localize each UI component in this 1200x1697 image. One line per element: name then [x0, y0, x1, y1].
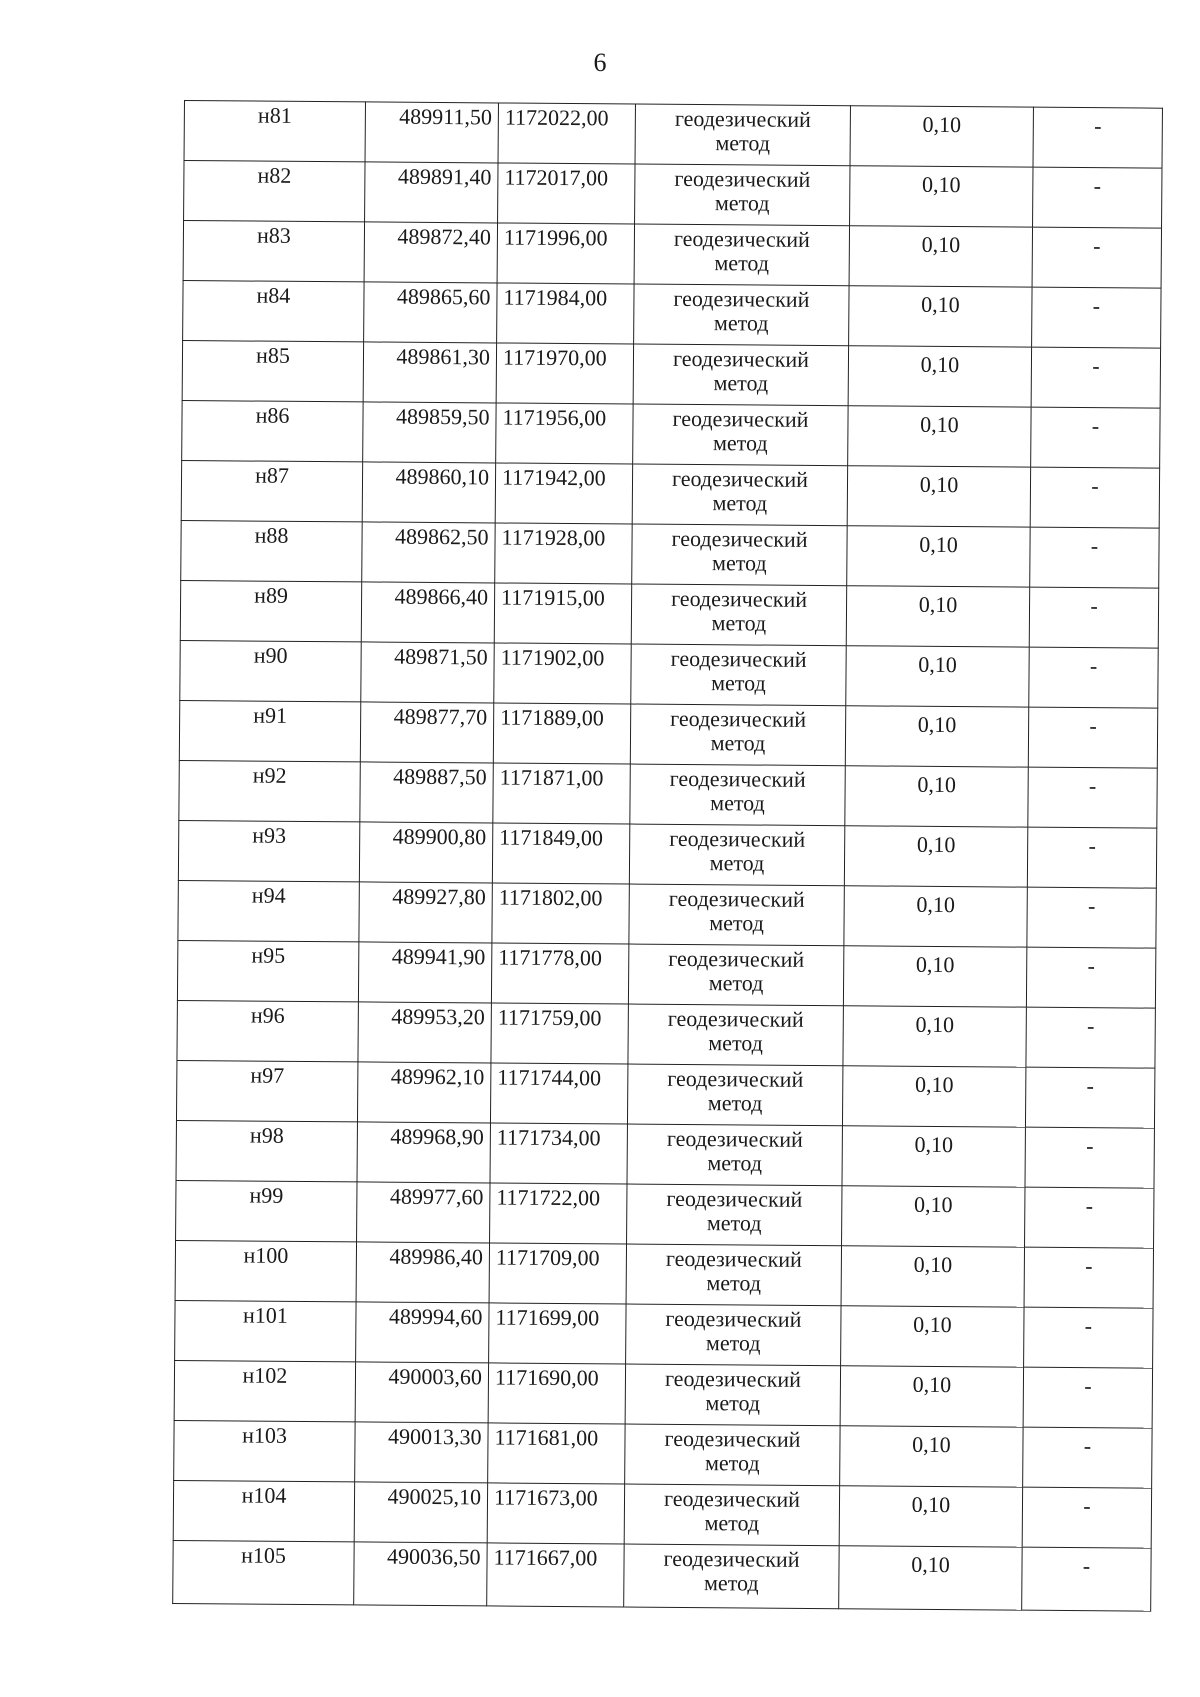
- point-number-cell: н88: [181, 520, 362, 581]
- accuracy-cell: 0,10: [842, 1126, 1025, 1187]
- note-cell: -: [1026, 947, 1155, 1008]
- method-line-2: метод: [708, 970, 764, 996]
- y-coordinate-cell: 1171956,00: [496, 403, 633, 464]
- note-cell: -: [1026, 1007, 1155, 1068]
- y-coordinate-cell: 1171871,00: [493, 763, 630, 824]
- method-cell: [635, 164, 850, 226]
- method-cell: [631, 584, 846, 646]
- page-number: 6: [593, 48, 607, 77]
- method-cell: [629, 884, 844, 946]
- accuracy-cell: 0,10: [842, 1186, 1025, 1247]
- method-line-1: геодезический: [673, 285, 810, 312]
- y-coordinate-cell: 1171849,00: [492, 823, 629, 884]
- accuracy-cell: 0,10: [850, 166, 1033, 227]
- point-number-cell: н93: [178, 820, 359, 881]
- table-row: [183, 221, 1161, 289]
- point-number-cell: н84: [183, 280, 364, 341]
- method-line-1: геодезический: [665, 1245, 802, 1272]
- y-coordinate-cell: 1171690,00: [488, 1363, 625, 1424]
- point-number-cell: н85: [182, 340, 363, 401]
- accuracy-cell: 0,10: [845, 706, 1028, 767]
- accuracy-cell: 0,10: [847, 526, 1030, 587]
- method-line-1: геодезический: [670, 645, 807, 672]
- point-number-cell: н94: [178, 880, 359, 941]
- method-cell: [627, 1124, 842, 1186]
- accuracy-cell: 0,10: [842, 1066, 1025, 1127]
- x-coordinate-cell: 489861,30: [363, 342, 496, 403]
- method-cell: [624, 1484, 839, 1546]
- x-coordinate-cell: 490013,30: [355, 1422, 488, 1483]
- table-row: [184, 101, 1162, 169]
- method-line-2: метод: [712, 490, 768, 516]
- table-row: [179, 760, 1157, 828]
- accuracy-cell: 0,10: [839, 1486, 1022, 1547]
- method-cell: [632, 464, 847, 526]
- method-line-1: геодезический: [669, 825, 806, 852]
- x-coordinate-cell: 489887,50: [360, 762, 493, 823]
- y-coordinate-cell: 1171902,00: [494, 643, 631, 704]
- method-line-1: геодезический: [672, 405, 809, 432]
- note-cell: -: [1028, 707, 1157, 768]
- method-line-1: геодезический: [664, 1425, 801, 1452]
- accuracy-cell: 0,10: [840, 1366, 1023, 1427]
- point-number-cell: н82: [184, 161, 365, 222]
- method-line-2: метод: [712, 430, 768, 456]
- table-row: [181, 460, 1159, 528]
- method-cell: [634, 224, 849, 286]
- point-number-cell: н99: [176, 1180, 357, 1241]
- method-line-2: метод: [714, 190, 770, 216]
- point-number-cell: н97: [176, 1060, 357, 1121]
- point-number-cell: н91: [179, 700, 360, 761]
- method-line-2: метод: [710, 730, 766, 756]
- y-coordinate-cell: 1171722,00: [490, 1183, 627, 1244]
- point-number-cell: н89: [180, 580, 361, 641]
- y-coordinate-cell: 1172017,00: [498, 163, 635, 224]
- method-cell: [632, 524, 847, 586]
- method-line-2: метод: [704, 1510, 760, 1536]
- table-row: [179, 700, 1157, 768]
- x-coordinate-cell: 489953,20: [358, 1002, 491, 1063]
- x-coordinate-cell: 490003,60: [355, 1362, 488, 1423]
- accuracy-cell: 0,10: [839, 1546, 1022, 1610]
- method-cell: [625, 1364, 840, 1426]
- note-cell: -: [1030, 467, 1159, 528]
- x-coordinate-cell: 489862,50: [362, 522, 495, 583]
- note-cell: -: [1027, 827, 1156, 888]
- accuracy-cell: 0,10: [847, 466, 1030, 527]
- x-coordinate-cell: 489877,70: [360, 702, 493, 763]
- y-coordinate-cell: 1171778,00: [491, 943, 628, 1004]
- method-line-1: геодезический: [672, 345, 810, 372]
- method-line-2: метод: [704, 1450, 760, 1476]
- accuracy-cell: 0,10: [849, 286, 1032, 347]
- method-line-1: геодезический: [663, 1545, 800, 1572]
- x-coordinate-cell: 489860,10: [362, 462, 495, 523]
- y-coordinate-cell: 1171681,00: [488, 1423, 625, 1484]
- x-coordinate-cell: 489986,40: [356, 1242, 489, 1303]
- x-coordinate-cell: 489872,40: [364, 222, 497, 283]
- table-row: [173, 1540, 1151, 1611]
- method-line-1: геодезический: [671, 585, 808, 612]
- method-cell: [624, 1544, 839, 1609]
- accuracy-cell: 0,10: [846, 586, 1029, 647]
- y-coordinate-cell: 1172022,00: [498, 103, 635, 164]
- method-line-1: геодезический: [669, 765, 806, 792]
- x-coordinate-cell: 489968,90: [357, 1122, 490, 1183]
- method-cell: [633, 404, 848, 466]
- note-cell: -: [1028, 767, 1157, 828]
- accuracy-cell: 0,10: [841, 1246, 1024, 1307]
- method-line-1: геодезический: [668, 885, 805, 912]
- x-coordinate-cell: 489962,10: [357, 1062, 490, 1123]
- note-cell: -: [1029, 647, 1158, 708]
- method-line-2: метод: [709, 910, 764, 936]
- note-cell: -: [1032, 227, 1161, 288]
- table-row: [181, 520, 1159, 588]
- table-row: [182, 400, 1160, 468]
- note-cell: -: [1031, 407, 1160, 468]
- table-row: [174, 1420, 1152, 1488]
- accuracy-cell: 0,10: [848, 346, 1031, 407]
- point-number-cell: н105: [173, 1540, 354, 1604]
- y-coordinate-cell: 1171759,00: [491, 1003, 628, 1064]
- method-line-1: геодезический: [663, 1485, 801, 1512]
- note-cell: -: [1027, 887, 1156, 948]
- x-coordinate-cell: 489891,40: [365, 162, 498, 223]
- method-cell: [635, 104, 850, 166]
- x-coordinate-cell: 489911,50: [365, 102, 498, 163]
- table-row: [177, 1000, 1155, 1068]
- accuracy-cell: 0,10: [841, 1306, 1024, 1367]
- table-row: [173, 1480, 1151, 1548]
- table-row: [184, 161, 1162, 229]
- note-cell: -: [1024, 1247, 1153, 1308]
- method-line-2: метод: [713, 310, 769, 336]
- method-line-2: метод: [708, 1030, 763, 1056]
- x-coordinate-cell: 489927,80: [359, 882, 492, 943]
- table-row: [175, 1240, 1153, 1308]
- method-line-2: метод: [711, 670, 766, 696]
- x-coordinate-cell: 489900,80: [359, 822, 492, 883]
- y-coordinate-cell: 1171744,00: [490, 1063, 627, 1124]
- note-cell: -: [1024, 1307, 1153, 1368]
- point-number-cell: н92: [179, 760, 360, 821]
- method-line-2: метод: [705, 1330, 761, 1356]
- table-row: [183, 280, 1161, 348]
- point-number-cell: н96: [177, 1000, 358, 1061]
- accuracy-cell: 0,10: [843, 1006, 1026, 1067]
- y-coordinate-cell: 1171970,00: [496, 343, 633, 404]
- method-cell: [630, 764, 845, 826]
- method-line-2: метод: [706, 1210, 762, 1236]
- point-number-cell: н103: [174, 1420, 355, 1481]
- x-coordinate-cell: 489977,60: [357, 1182, 490, 1243]
- note-cell: -: [1025, 1067, 1154, 1128]
- accuracy-cell: 0,10: [846, 646, 1029, 707]
- method-line-1: геодезический: [666, 1185, 803, 1212]
- method-line-1: геодезический: [673, 225, 810, 252]
- method-line-1: геодезический: [667, 1005, 804, 1032]
- note-cell: -: [1025, 1187, 1154, 1248]
- note-cell: -: [1023, 1427, 1152, 1488]
- method-line-2: метод: [709, 850, 765, 876]
- method-cell: [626, 1304, 841, 1366]
- point-number-cell: н98: [176, 1120, 357, 1181]
- note-cell: -: [1033, 167, 1162, 228]
- x-coordinate-cell: 490025,10: [354, 1482, 487, 1543]
- table-row: [180, 580, 1158, 648]
- point-number-cell: н100: [175, 1240, 356, 1301]
- note-cell: -: [1032, 287, 1161, 348]
- y-coordinate-cell: 1171984,00: [497, 283, 634, 344]
- point-number-cell: н87: [181, 460, 362, 521]
- table-row: [178, 820, 1156, 888]
- method-line-2: метод: [713, 370, 769, 396]
- table-row: [182, 340, 1160, 408]
- table-row: [180, 640, 1158, 708]
- x-coordinate-cell: 489859,50: [363, 402, 496, 463]
- x-coordinate-cell: 489866,40: [361, 582, 494, 643]
- accuracy-cell: 0,10: [849, 226, 1032, 287]
- method-line-1: геодезический: [664, 1365, 802, 1392]
- table-row: [176, 1180, 1154, 1248]
- point-number-cell: н86: [182, 400, 363, 461]
- method-line-1: геодезический: [667, 1065, 804, 1092]
- method-cell: [629, 824, 844, 886]
- x-coordinate-cell: 489871,50: [361, 642, 494, 703]
- y-coordinate-cell: 1171915,00: [494, 583, 631, 644]
- method-cell: [626, 1244, 841, 1306]
- y-coordinate-cell: 1171889,00: [493, 703, 630, 764]
- method-line-1: геодезический: [674, 165, 811, 192]
- note-cell: -: [1033, 107, 1162, 168]
- y-coordinate-cell: 1171673,00: [487, 1483, 624, 1544]
- x-coordinate-cell: 489865,60: [364, 282, 497, 343]
- y-coordinate-cell: 1171699,00: [489, 1303, 626, 1364]
- note-cell: -: [1025, 1127, 1154, 1188]
- accuracy-cell: 0,10: [844, 826, 1027, 887]
- y-coordinate-cell: 1171942,00: [495, 463, 632, 524]
- method-line-2: метод: [711, 550, 767, 576]
- table-row: [177, 940, 1155, 1008]
- point-number-cell: н81: [184, 101, 365, 162]
- y-coordinate-cell: 1171667,00: [487, 1543, 624, 1607]
- accuracy-cell: 0,10: [843, 946, 1026, 1007]
- y-coordinate-cell: 1171802,00: [492, 883, 629, 944]
- method-line-2: метод: [714, 250, 770, 276]
- method-line-1: геодезический: [670, 705, 807, 732]
- point-number-cell: н101: [175, 1300, 356, 1361]
- x-coordinate-cell: 490036,50: [354, 1542, 487, 1606]
- method-line-1: геодезический: [665, 1305, 802, 1332]
- accuracy-cell: 0,10: [840, 1426, 1023, 1487]
- note-cell: -: [1022, 1487, 1151, 1548]
- method-line-1: геодезический: [668, 945, 805, 972]
- table-row: [175, 1300, 1153, 1368]
- method-line-1: геодезический: [666, 1125, 803, 1152]
- x-coordinate-cell: 489994,60: [356, 1302, 489, 1363]
- note-cell: -: [1022, 1547, 1151, 1611]
- note-cell: -: [1030, 527, 1159, 588]
- y-coordinate-cell: 1171709,00: [489, 1243, 626, 1304]
- point-number-cell: н95: [177, 940, 358, 1001]
- table-body: [173, 101, 1163, 1612]
- method-line-2: метод: [707, 1150, 763, 1176]
- y-coordinate-cell: 1171928,00: [495, 523, 632, 584]
- coordinates-table: [172, 100, 1163, 1612]
- table-row: [176, 1060, 1154, 1128]
- method-cell: [625, 1424, 840, 1486]
- method-line-2: метод: [706, 1270, 762, 1296]
- method-cell: [633, 344, 848, 406]
- method-line-1: геодезический: [671, 525, 808, 552]
- point-number-cell: н90: [180, 640, 361, 701]
- y-coordinate-cell: 1171996,00: [497, 223, 634, 284]
- accuracy-cell: 0,10: [848, 406, 1031, 467]
- accuracy-cell: 0,10: [850, 106, 1033, 167]
- method-cell: [628, 944, 843, 1006]
- method-cell: [628, 1004, 843, 1066]
- method-line-2: метод: [703, 1570, 759, 1596]
- x-coordinate-cell: 489941,90: [358, 942, 491, 1003]
- table-row: [174, 1360, 1152, 1428]
- method-line-2: метод: [710, 790, 765, 816]
- table-row: [178, 880, 1156, 948]
- method-cell: [631, 644, 846, 706]
- method-line-2: метод: [707, 1090, 763, 1116]
- method-line-1: геодезический: [674, 105, 811, 132]
- method-cell: [630, 704, 845, 766]
- method-line-2: метод: [715, 130, 771, 156]
- method-cell: [627, 1064, 842, 1126]
- y-coordinate-cell: 1171734,00: [490, 1123, 627, 1184]
- accuracy-cell: 0,10: [845, 766, 1028, 827]
- note-cell: -: [1031, 347, 1160, 408]
- point-number-cell: н102: [174, 1360, 355, 1421]
- point-number-cell: н104: [173, 1480, 354, 1541]
- accuracy-cell: 0,10: [844, 886, 1027, 947]
- note-cell: -: [1023, 1367, 1152, 1428]
- method-line-2: метод: [711, 610, 767, 636]
- method-cell: [627, 1184, 842, 1246]
- method-line-1: геодезический: [671, 465, 809, 492]
- point-number-cell: н83: [183, 221, 364, 282]
- table-row: [176, 1120, 1154, 1188]
- method-line-2: метод: [705, 1390, 761, 1416]
- method-cell: [634, 284, 849, 346]
- note-cell: -: [1029, 587, 1158, 648]
